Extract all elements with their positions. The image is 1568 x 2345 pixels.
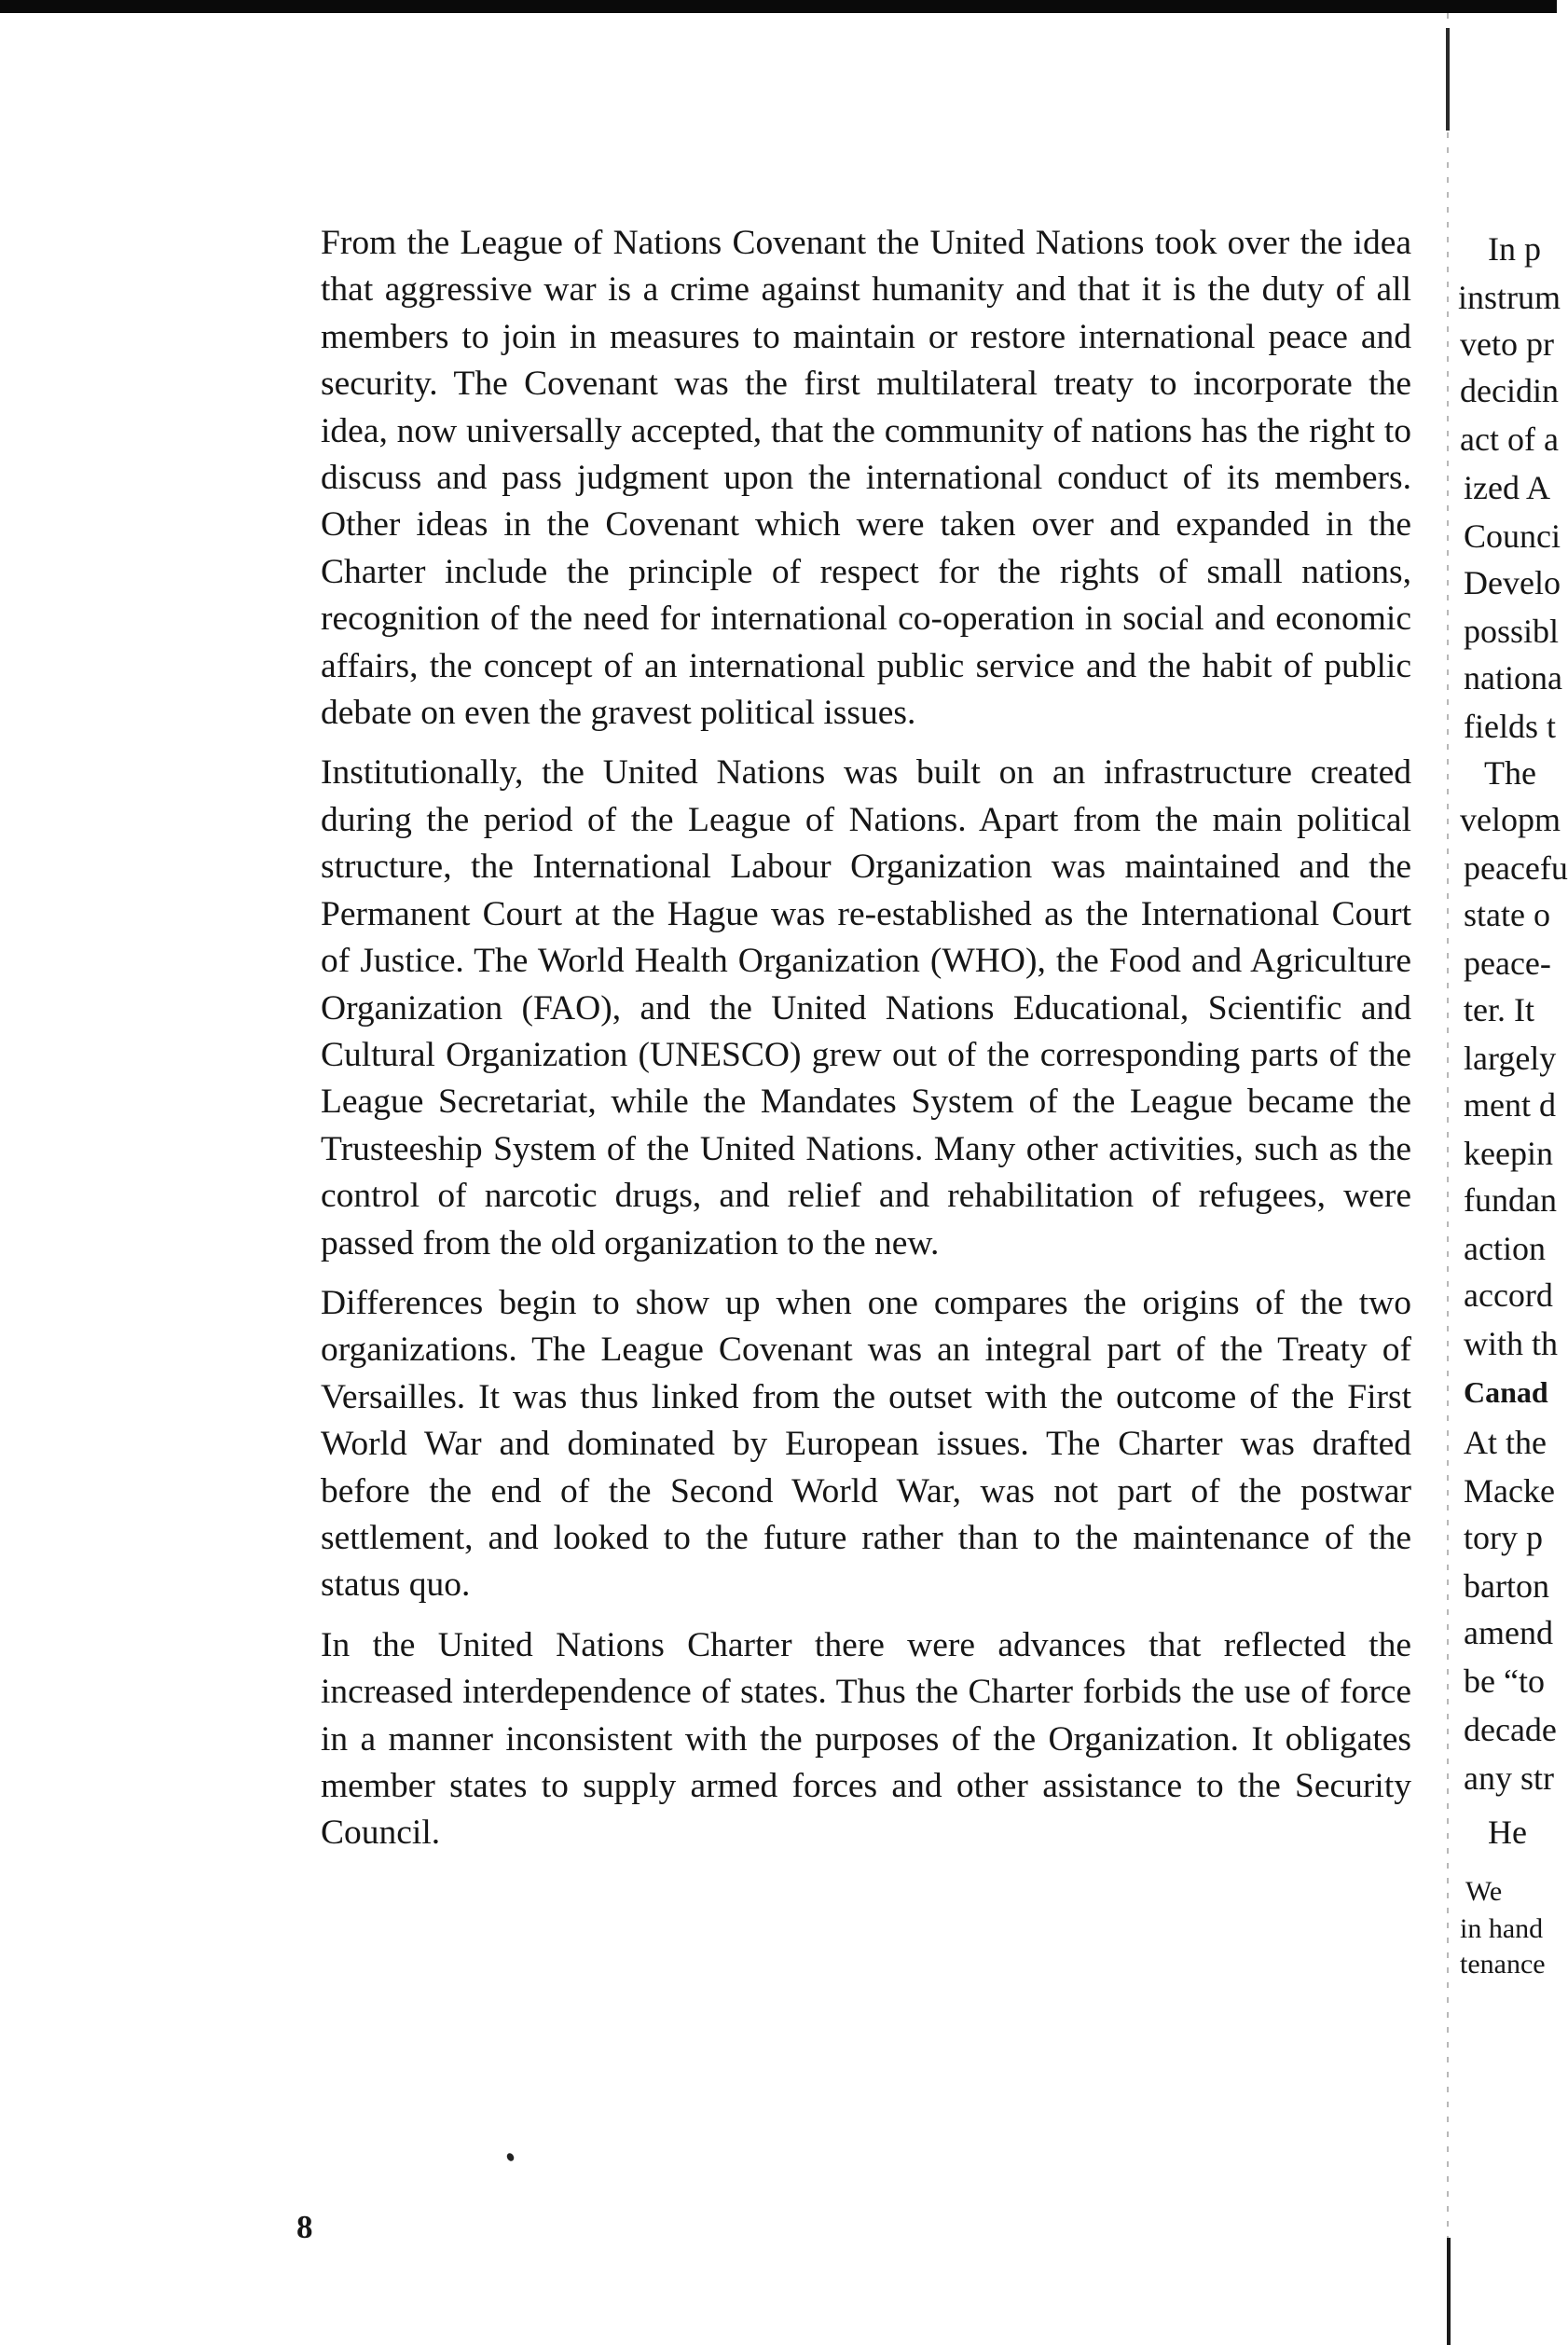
right-page-line: Macke [1464, 1472, 1555, 1510]
right-page-line: Counci [1464, 517, 1561, 555]
body-text [321, 220, 1411, 1870]
page-gutter [1447, 13, 1449, 2345]
right-page-line: accord [1464, 1276, 1553, 1314]
right-page-fragment [1451, 13, 1568, 2345]
right-page-line: state o [1464, 896, 1550, 933]
scan-top-edge [0, 0, 1557, 13]
right-page-line: tory p [1464, 1519, 1543, 1556]
right-page-line: amend [1464, 1614, 1553, 1651]
right-page-line: be “to [1464, 1662, 1545, 1700]
paragraph-3: Differences begin to show up when one compares the origins of the two organizations. The League Covenant was an integral part of the Treaty of Versailles. It was thus linked from the outset with the outcome of the First World War and dominated by European issues. The Charter was drafted before the end of the Second World War, was not part of the postwar settlement, and looked to the future rather than to the maintenance of the status quo. [321, 1283, 1411, 1605]
right-page-line: instrum [1458, 279, 1561, 316]
paragraph-1: From the League of Nations Covenant the United Nations took over the idea that aggressive war is a crime against humanity and that it is the duty of all members to join in measures to maintain or restore international peace and security. The Covenant was the first multilateral treaty to incorporate the idea, now universally accepted, that the community of nations has the right to discuss and pass judgment upon the international conduct of its members. Other ideas in the Covenant which were taken over and expanded in the Charter include the principle of respect for the rights of small nations, recognition of the need for international co-operation in social and economic affairs, the concept of an international public service and the habit of public debate on even the gravest political issues. [321, 224, 1411, 733]
right-page-line: tenance [1460, 1949, 1546, 1979]
right-page-line: largely [1464, 1040, 1557, 1077]
right-page-line: decade [1464, 1711, 1557, 1748]
right-page-line: barton [1464, 1567, 1549, 1605]
right-page-line: peacefu [1464, 849, 1568, 887]
paragraph-2: Institutionally, the United Nations was built on an infrastructure created during the period of the League of Nations. Apart from the main political structure, the International Labour Organization was maintained and the Permanent Court at the Hague was re-established as the International Court of Justice. The World Health Organization (WHO), the Food and Agriculture Organization (FAO), and the United Nations Educational, Scientific and Cultural Organization (UNESCO) grew out of the corresponding parts of the League Secretariat, while the Mandates System of the League became the Trusteeship System of the United Nations. Many other activities, such as the control of narcotic drugs, and relief and rehabilitation of refugees, were passed from the old organization to the new. [321, 753, 1411, 1262]
right-page-line: fields t [1464, 708, 1556, 745]
ink-mark [505, 2152, 516, 2162]
right-page-line: possibl [1464, 613, 1560, 650]
paragraph-4: In the United Nations Charter there were advances that reflected the increased interdependence of states. Thus the Charter forbids the use of force in a manner inconsistent with the purposes of the Organization. It obligates member states to supply armed forces and other assistance to the Security Council. [321, 1625, 1411, 1853]
right-page-line: any str [1464, 1759, 1554, 1797]
right-page-line: decidin [1460, 372, 1559, 409]
right-page-line: with th [1464, 1325, 1559, 1362]
right-page-line: ter. It [1464, 991, 1534, 1028]
right-page-line: He [1488, 1814, 1527, 1851]
right-page-line: At the [1464, 1424, 1547, 1461]
right-page-line: in hand [1460, 1913, 1544, 1944]
right-page-line: ment d [1464, 1086, 1556, 1124]
right-page-line: In p [1488, 230, 1541, 268]
right-page-line: The [1484, 754, 1536, 792]
right-page-line: action [1464, 1230, 1546, 1267]
right-page-line: act of a [1460, 421, 1559, 458]
right-page-line: fundan [1464, 1181, 1557, 1219]
left-page [0, 13, 1443, 2345]
right-page-line: Canad [1464, 1375, 1548, 1409]
right-page-line: velopm [1460, 801, 1561, 838]
right-page-line: ized A [1464, 469, 1550, 506]
right-page-line: nationa [1464, 659, 1562, 697]
right-page-line: We [1465, 1876, 1503, 1907]
right-page-line: Develo [1464, 564, 1561, 601]
gutter-shadow-top [1446, 28, 1450, 131]
page-number: 8 [296, 2209, 313, 2245]
right-page-line: veto pr [1460, 325, 1554, 363]
right-page-line: keepin [1464, 1135, 1553, 1172]
right-page-line: peace- [1464, 945, 1551, 982]
